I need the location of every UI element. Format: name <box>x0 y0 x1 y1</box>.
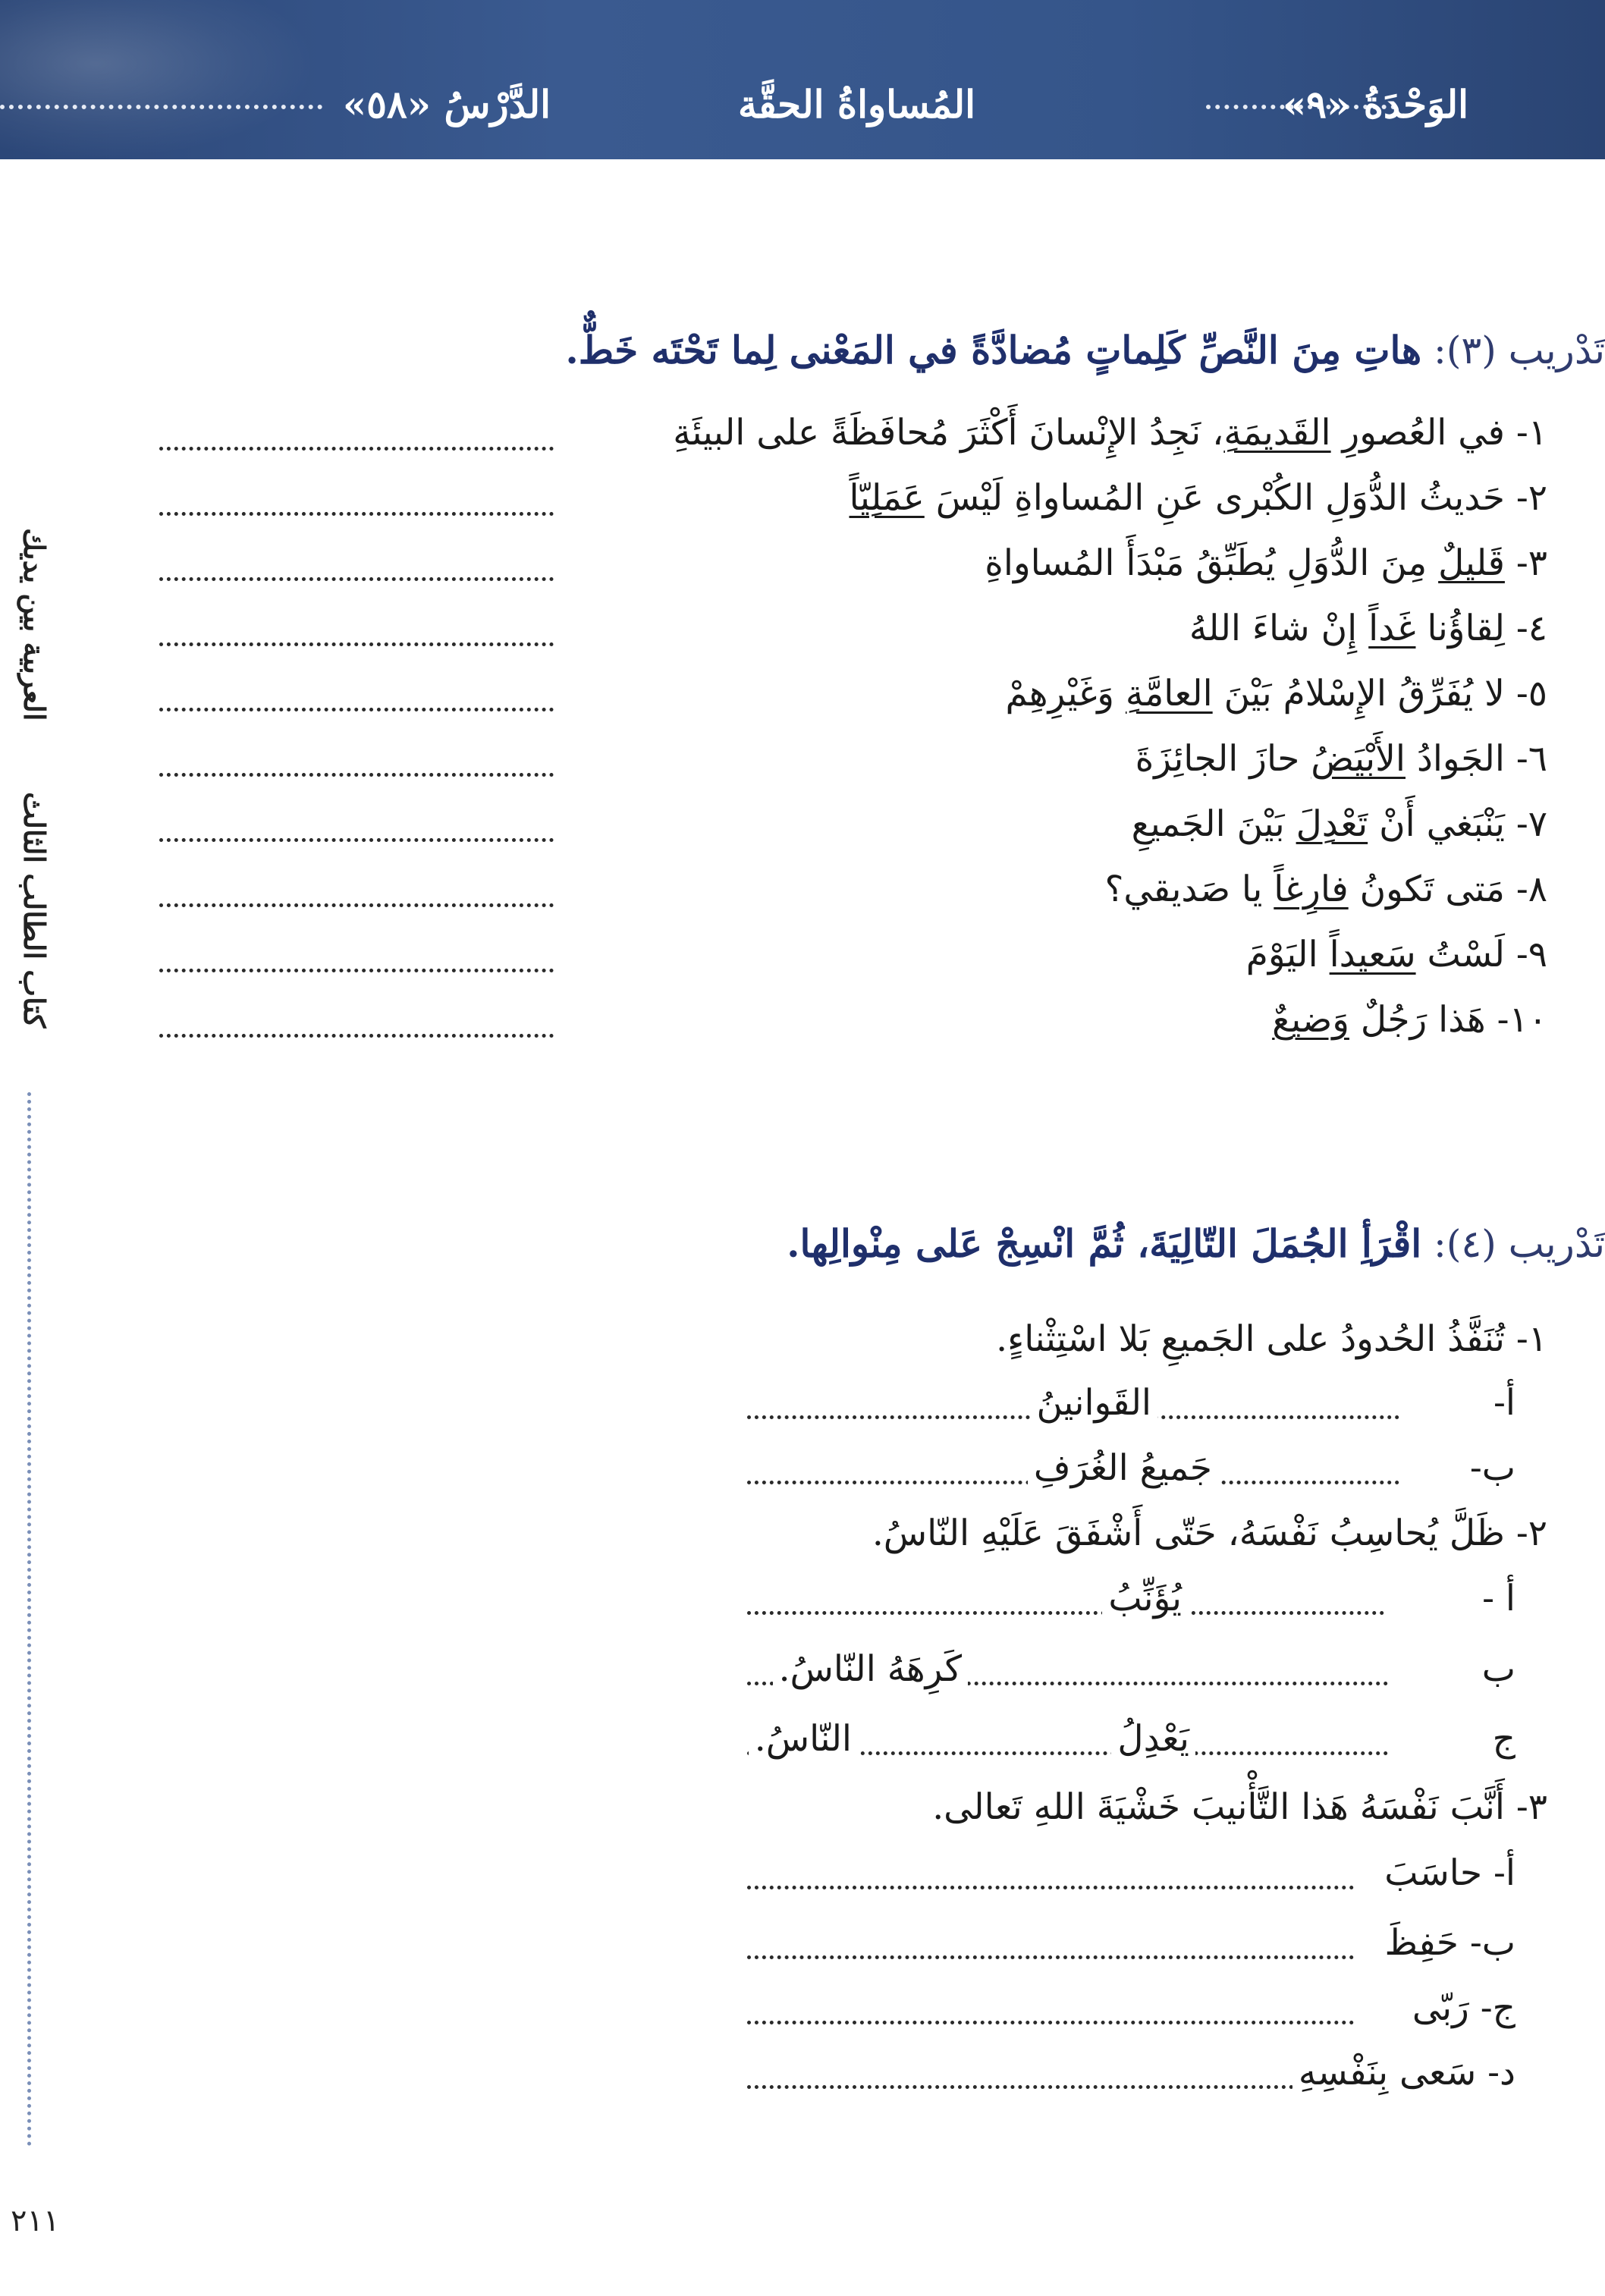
book-title: العربية بين يديك <box>17 527 52 721</box>
underlined-word: تَعْدِلَ <box>1296 803 1368 845</box>
lesson-title: المُساواةُ الحقَّة <box>737 82 975 127</box>
option-letter: ب- <box>1469 1447 1515 1489</box>
option-letter: ج <box>1492 1718 1515 1760</box>
answer-line[interactable] <box>159 773 554 777</box>
header-ornament <box>0 0 319 159</box>
answer-line[interactable] <box>159 1034 554 1038</box>
option-letter: أ- <box>1493 1382 1515 1424</box>
exercise-4-instruction: اقْرَأِ الجُمَلَ التّالِيَةَ، ثُمَّ انْسِجْ عَلى مِنْوالِها. <box>787 1221 1422 1266</box>
option-a: أ- حاسَبَ <box>1378 1841 1515 1906</box>
answer-line[interactable] <box>159 838 554 842</box>
page-header <box>0 0 1605 159</box>
exercise-3-item: ٩- لَسْتُ سَعيداً اليَوْمَ <box>159 922 1547 988</box>
cue-word: كَرِهَهُ النّاسُ. <box>773 1637 968 1702</box>
cue-word: جَميعُ الغُرَفِ <box>1028 1436 1218 1501</box>
exercise-3-item: ٧- يَنْبَغي أَنْ تَعْدِلَ بَيْنَ الجَميعِ <box>159 792 1547 857</box>
underlined-word: الأَبْيَضُ <box>1311 738 1406 780</box>
answer-line[interactable] <box>747 2085 1354 2089</box>
cue-word: يَعْدِلُ <box>1111 1707 1195 1772</box>
side-dotted-rule <box>27 1092 31 2147</box>
answer-line[interactable] <box>159 512 554 516</box>
cue-word: يُؤَنِّبُ <box>1102 1566 1188 1632</box>
exercise-4-sentence-3: ٣- أَنَّبَ نَفْسَهُ هَذا التَّأْنيبَ خَشْيَةَ اللهِ تَعالى. <box>932 1786 1547 1828</box>
answer-line[interactable] <box>159 969 554 972</box>
underlined-word: القَديمَةِ <box>1223 412 1331 454</box>
answer-line[interactable] <box>159 577 554 581</box>
exercise-4-sentence-1: ١- تُنَفَّذُ الحُدودُ على الجَميعِ بَلا اسْتِثْناءٍ. <box>996 1318 1547 1360</box>
answer-line[interactable] <box>747 1611 1384 1615</box>
exercise-3-instruction: هاتِ مِنَ النَّصِّ كَلِماتٍ مُضادَّةً في المَعْنى لِما تَحْتَه خَطٌّ. <box>565 328 1422 372</box>
underlined-word: العامَّةِ <box>1125 673 1213 715</box>
option-letter: ب <box>1481 1648 1515 1690</box>
exercise-3-item: ٦- الجَوادُ الأَبْيَضُ حازَ الجائِزَةَ <box>159 727 1547 792</box>
exercise-3-item: ١- في العُصورِ القَديمَةِ، نَجِدُ الإِنْسانَ أَكْثَرَ مُحافَظَةً على البيئَةِ <box>159 400 1547 466</box>
exercise-3-item: ٢- حَديثُ الدُّوَلِ الكُبْرى عَنِ المُساواةِ لَيْسَ عَمَلِيّاً <box>159 466 1547 531</box>
exercise-4-sentence-2: ٢- ظَلَّ يُحاسِبُ نَفْسَهُ، حَتّى أَشْفَقَ عَلَيْهِ النّاسُ. <box>872 1512 1547 1554</box>
exercise-4-heading <box>787 1214 1605 1274</box>
underlined-word: عَمَلِيّاً <box>849 477 925 519</box>
volume-title: كتاب الطالب الثالث <box>17 791 52 1028</box>
answer-line[interactable] <box>159 708 554 711</box>
answer-line[interactable] <box>159 642 554 646</box>
underlined-word: وَضيعٌ <box>1272 999 1349 1041</box>
underlined-word: سَعيداً <box>1329 934 1416 975</box>
header-dotted-rule <box>0 105 322 109</box>
lesson-number: الدَّرْسُ «٥٨» <box>342 82 551 127</box>
answer-line[interactable] <box>747 1886 1354 1889</box>
underlined-word: قَليلٌ <box>1438 542 1505 584</box>
underlined-word: فارِغاً <box>1274 868 1349 910</box>
option-letter: أ - <box>1482 1578 1515 1619</box>
exercise-3-item: ٥- لا يُفَرِّقُ الإِسْلامُ بَيْنَ العامَّةِ وَغَيْرِهِمْ <box>159 661 1547 727</box>
exercise-3-item: ٨- مَتى تَكونُ فارِغاً يا صَديقي؟ <box>159 857 1547 922</box>
exercise-3-item: ٣- قَليلٌ مِنَ الدُّوَلِ يُطَبِّقُ مَبْدَأَ المُساواةِ <box>159 531 1547 596</box>
option-b: ب- حَفِظَ <box>1378 1911 1515 1976</box>
exercise-3-item: ١٠- هَذا رَجُلٌ وَضيعٌ <box>159 988 1547 1053</box>
answer-line[interactable] <box>747 2021 1354 2024</box>
page-number: ٢١١ <box>11 2203 60 2238</box>
exercise-3-item: ٤- لِقاؤُنا غَداً إِنْ شاءَ اللهُ <box>159 596 1547 661</box>
option-d: د- سَعى بِنَفْسِهِ <box>1292 2040 1515 2106</box>
cue-word: النّاسُ. <box>749 1707 858 1772</box>
option-c: ج- رَبّى <box>1406 1976 1515 2041</box>
answer-line[interactable] <box>747 1955 1354 1959</box>
cue-word: القَوانينُ <box>1030 1371 1157 1436</box>
underlined-word: غَداً <box>1368 608 1416 649</box>
exercise-3-heading <box>565 320 1605 381</box>
answer-line[interactable] <box>159 447 554 451</box>
exercise-3-label: تَدْريب (٣): <box>1434 328 1605 372</box>
exercise-4-label: تَدْريب (٤): <box>1434 1222 1605 1266</box>
unit-label: الوَحْدَةُ «٩» <box>1282 82 1468 127</box>
answer-line[interactable] <box>159 903 554 907</box>
